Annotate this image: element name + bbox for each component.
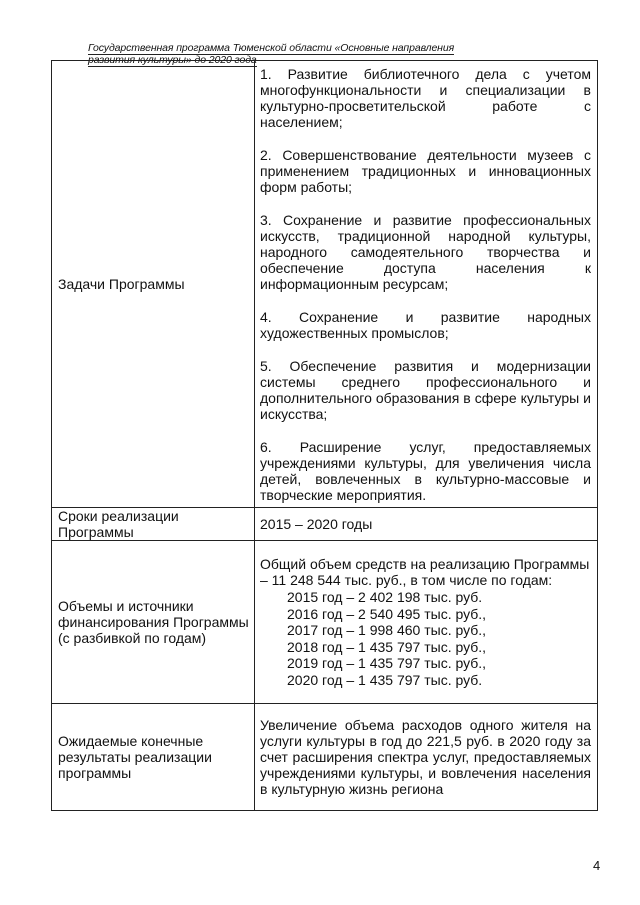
terms-label: Сроки реализации Программы <box>52 508 255 541</box>
tasks-content <box>255 61 598 508</box>
funding-year-2019: 2019 год – 1 435 797 тыс. руб., <box>287 655 487 671</box>
table-row-results <box>52 704 598 811</box>
funding-year-2018: 2018 год – 1 435 797 тыс. руб., <box>287 638 487 655</box>
task-item-6: 6. Расширение услуг, предоставляемых учреждениями культуры, для увеличения числа детей, вовлеченных в культурно-массовые и творческие мероприятия. <box>260 438 591 503</box>
table-row-terms <box>52 508 598 541</box>
task-item-2: 2. Совершенствование деятельности музеев с применением традиционных и инновационных форм работы; <box>260 146 591 195</box>
task-item-1: 1. Развитие библиотечного дела с учетом многофункциональности и специализации в культурно-просветительской работе с населением; <box>260 65 591 130</box>
table-row-funding <box>52 541 598 704</box>
program-passport-table <box>51 60 598 811</box>
task-item-4: 4. Сохранение и развитие народных художественных промыслов; <box>260 308 591 341</box>
funding-content <box>255 541 598 704</box>
results-label: Ожидаемые конечные результаты реализации программы <box>52 704 255 811</box>
tasks-label: Задачи Программы <box>52 61 255 508</box>
results-value: Увеличение объема расходов одного жителя на услуги культуры в год до 221,5 руб. в 2020 году за счет расширения спектра услуг, предоставляемых учреждениями культуры, и вовлечения населения в культурную жизнь региона <box>255 704 598 811</box>
funding-year-2020: 2020 год – 1 435 797 тыс. руб. <box>287 671 483 688</box>
funding-label: Объемы и источники финансирования Программы (с разбивкой по годам) <box>52 541 255 704</box>
task-item-3: 3. Сохранение и развитие профессиональных искусств, традиционной народной культуры, народного самодеятельного творчества и обеспечение доступа населения к информационным ресурсам; <box>260 211 591 292</box>
running-header-line-1: Государственная программа Тюменской области «Основные направления <box>88 42 455 54</box>
funding-year-2016: 2016 год – 2 540 495 тыс. руб., <box>287 605 487 622</box>
funding-total: Общий объем средств на реализацию Программы – 11 248 544 тыс. руб., в том числе по годам: <box>260 556 590 588</box>
funding-year-2015: 2015 год – 2 402 198 тыс. руб. <box>287 589 483 605</box>
page-number: 4 <box>593 858 601 873</box>
funding-year-2017: 2017 год – 1 998 460 тыс. руб., <box>287 622 487 638</box>
terms-value: 2015 – 2020 годы <box>255 508 598 541</box>
task-item-5: 5. Обеспечение развития и модернизации системы среднего профессионального и дополнительного образования в сфере культуры и искусства; <box>260 357 591 422</box>
running-header-line-2: развития культуры» до 2020 года <box>88 54 257 66</box>
table-row-tasks <box>52 61 598 508</box>
